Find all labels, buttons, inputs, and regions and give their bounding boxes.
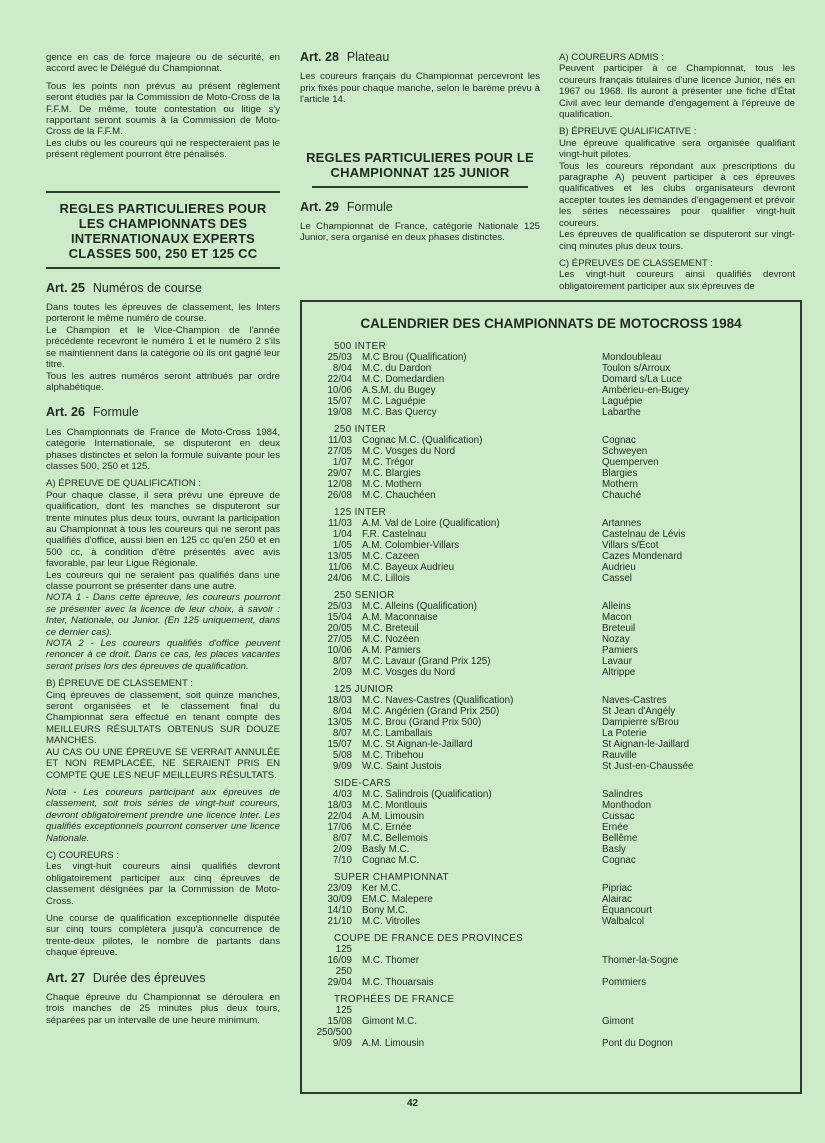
subheading: C) ÉPREUVES DE CLASSEMENT : — [559, 257, 713, 269]
event-club: M.C. Mothern — [362, 479, 422, 490]
event-place: Cussac — [602, 811, 635, 822]
calendar-row — [302, 905, 800, 916]
calendar-category: 250 INTER — [334, 424, 387, 435]
calendar-row — [302, 623, 800, 634]
calendar-row — [302, 479, 800, 490]
event-date: 10/06 — [327, 385, 352, 396]
intro-paragraph: Tous les points non prévus au présent règlement seront étudiés par la Commission de Moto-Cross de la F.F.M. De même, toute contestation ou litige s'y rapportant seront soumis à la Commission de Moto-Cross de la F.F.M. — [46, 80, 280, 138]
calendar-row — [302, 490, 800, 501]
note: NOTA 2 - Les coureurs qualifiés d'office peuvent renoncer à ce droit. Dans ce cas, les places vacantes seront prises lors des épreuves de qualification. — [46, 638, 280, 672]
calendar-row — [302, 916, 800, 927]
event-place: Ambérieu-en-Bugey — [602, 385, 690, 396]
event-place: Macon — [602, 612, 632, 623]
event-place — [602, 966, 792, 977]
calendar-row — [302, 1005, 800, 1016]
article-26-heading — [46, 407, 280, 418]
event-place: Cazes Mondenard — [602, 551, 683, 562]
article-title: Numéros de course — [92, 280, 202, 295]
event-club: M.C. Blargies — [362, 468, 421, 479]
paragraph: Les coureurs qui ne seraient pas qualifiés dans une classe pourront se présenter dans une autre. — [46, 569, 280, 592]
event-club: M.C. Lillois — [362, 573, 410, 584]
calendar-row — [302, 1027, 800, 1038]
calendar-category: TROPHÉES DE FRANCE — [334, 994, 455, 1005]
event-date: 9/09 — [332, 761, 352, 772]
event-date: 250 — [335, 966, 352, 977]
event-date: 20/05 — [327, 623, 352, 634]
event-place: Pamiers — [602, 645, 638, 656]
event-place: Bellême — [602, 833, 638, 844]
calendar-category: SIDE-CARS — [334, 778, 391, 789]
event-club: M.C. Tribehou — [362, 750, 424, 761]
event-place: St Aignan-le-Jaillard — [602, 739, 690, 750]
calendar-body — [302, 341, 800, 1049]
paragraph: Les épreuves de qualification se disputeront sur vingt-cinq minutes plus deux tours. — [559, 229, 795, 252]
article-title: Durée des épreuves — [92, 970, 206, 985]
event-place: Mothern — [602, 479, 638, 490]
event-club — [362, 1005, 602, 1016]
article-number: Art. 26 — [46, 405, 85, 420]
subheading: A) ÉPREUVE DE QUALIFICATION : — [46, 478, 201, 490]
event-date: 1/05 — [332, 540, 352, 551]
event-club — [362, 1027, 602, 1038]
event-club: M.C. Naves-Castres (Qualification) — [362, 695, 514, 706]
calendar-row — [302, 750, 800, 761]
event-date: 23/09 — [327, 883, 352, 894]
event-club: A.M. Colombier-Villars — [362, 540, 460, 551]
paragraph: Les coureurs français du Championnat percevront les prix fixés pour chaque manche, selon le barème prévu à l'article 14. — [300, 71, 540, 106]
intro-paragraph: Les clubs ou les coureurs qui ne respecteraient pas le présent règlement pourront être pénalisés. — [46, 137, 280, 161]
calendar-row — [302, 717, 800, 728]
event-place: Pont du Dognon — [602, 1038, 673, 1049]
event-club: Basly M.C. — [362, 844, 410, 855]
paragraph: Cinq épreuves de classement, soit quinze manches, seront organisées et le classement final du Championnat sera effectué en tenant compte des MEILLEURS RÉSULTATS OBTENUS SUR DOUZE MANCHES. — [46, 689, 280, 747]
event-club: M.C. Vosges du Nord — [362, 667, 456, 678]
calendar-row — [302, 695, 800, 706]
event-date: 125 — [335, 944, 352, 955]
calendar-category: 125 INTER — [334, 507, 387, 518]
calendar-row — [302, 374, 800, 385]
event-place: Quemperven — [602, 457, 659, 468]
event-club: M.C. Alleins (Qualification) — [362, 601, 477, 612]
event-date: 27/05 — [327, 634, 352, 645]
calendar-row — [302, 811, 800, 822]
event-date: 4/03 — [332, 789, 352, 800]
calendar-row — [302, 955, 800, 966]
divider — [46, 191, 280, 193]
paragraph: Les Championnats de France de Moto-Cross 1984, catégorie Internationale, se disputeront en deux phases distinctes et selon la formule suivante pour les classes 500, 250 et 125. — [46, 426, 280, 472]
event-club: Cognac M.C. — [362, 855, 420, 866]
divider — [312, 186, 528, 188]
article-number: Art. 27 — [46, 970, 85, 985]
event-club — [362, 944, 602, 955]
article-29-heading — [300, 199, 540, 214]
event-club: M.C. Brou (Grand Prix 500) — [362, 717, 482, 728]
event-club: M.C. Montlouis — [362, 800, 428, 811]
event-club: Cognac M.C. (Qualification) — [362, 435, 483, 446]
article-title: Formule — [92, 405, 139, 420]
calendar-row — [302, 363, 800, 374]
event-place: Monthodon — [602, 800, 652, 811]
calendar-row — [302, 883, 800, 894]
event-date: 250/500 — [316, 1027, 352, 1038]
note: Nota - Les coureurs participant aux épreuves de classement, soit trois séries de vingt-huit coureurs, devront obligatoirement prendre une licence Inter. Les qualifiés exceptionnels pourront conserver une licence Nationale. — [46, 786, 280, 844]
calendar-row — [302, 1016, 800, 1027]
event-club: M.C. du Dardon — [362, 363, 432, 374]
event-date: 15/04 — [327, 612, 352, 623]
calendar-row — [302, 977, 800, 988]
page-number: 42 — [406, 1098, 419, 1109]
calendar-row — [302, 966, 800, 977]
calendar-row — [302, 822, 800, 833]
calendar-row — [302, 435, 800, 446]
event-date: 8/04 — [332, 706, 352, 717]
event-club — [362, 966, 602, 977]
calendar-row — [302, 601, 800, 612]
event-place: Mondoubleau — [602, 352, 662, 363]
event-place: Basly — [602, 844, 626, 855]
event-place: Laguépie — [602, 396, 643, 407]
event-club: Bony M.C. — [362, 905, 408, 916]
event-club: Ker M.C. — [362, 883, 401, 894]
event-date: 18/03 — [327, 800, 352, 811]
calendar-row — [302, 529, 800, 540]
event-place: Dampierre s/Brou — [602, 717, 679, 728]
event-date: 30/09 — [327, 894, 352, 905]
calendar-category: 250 SENIOR — [334, 590, 395, 601]
event-club: M.C. Vitrolles — [362, 916, 421, 927]
paragraph: Une course de qualification exceptionnelle disputée sur cinq tours complètera jusqu'à concurrence de trente-deux pilotes, le nombre de partants dans chaque épreuve. — [46, 912, 280, 959]
calendar-category: 500 INTER — [334, 341, 387, 352]
event-date: 19/08 — [327, 407, 352, 418]
section-title-junior: REGLES PARTICULIERES POUR LE CHAMPIONNAT 125 JUNIOR — [306, 149, 534, 180]
event-date: 22/04 — [327, 374, 352, 385]
calendar-row — [302, 352, 800, 363]
event-date: 24/06 — [327, 573, 352, 584]
subheading: B) ÉPREUVE QUALIFICATIVE : — [559, 126, 697, 138]
calendar-row — [302, 656, 800, 667]
event-date: 29/07 — [327, 468, 352, 479]
event-place: Artannes — [602, 518, 642, 529]
event-place: Alleins — [602, 601, 631, 612]
event-date: 27/05 — [327, 446, 352, 457]
event-date: 29/04 — [327, 977, 352, 988]
calendar-row — [302, 761, 800, 772]
calendar-row — [302, 396, 800, 407]
paragraph: Dans toutes les épreuves de classement, les Inters porteront le même numéro de course. — [46, 302, 280, 325]
note: NOTA 1 - Dans cette épreuve, les coureurs pourront se présenter avec la licence de leur choix, à savoir : Inter, Nationale, ou Junior. (En 125 uniquement, dans ce dernier cas). — [46, 592, 280, 638]
event-date: 17/06 — [327, 822, 352, 833]
paragraph: Pour chaque classe, il sera prévu une épreuve de qualification, dont les manches se disputeront sur trente minutes plus deux tours, ouvrant la participation au Championnat à tous les coureurs qui ne seront pas qualifiés d'office, aussi bien en 125 cc qu'en 250 et en 500 cc, à condition d'être présentés avec avis favorable, par leur Ligue Régionale. — [46, 489, 280, 570]
calendar-row — [302, 789, 800, 800]
event-club: M.C. Lamballais — [362, 728, 433, 739]
calendar-row — [302, 540, 800, 551]
event-club: A.M. Maconnaise — [362, 612, 438, 623]
calendar-row — [302, 706, 800, 717]
event-club: M.C. Laguépie — [362, 396, 426, 407]
paragraph: Le Championnat de France, catégorie Nationale 125 Junior, sera organisé en deux phases distinctes. — [300, 221, 540, 244]
event-date: 15/07 — [327, 396, 352, 407]
event-date: 2/09 — [332, 667, 352, 678]
event-club: M.C. Salindrois (Qualification) — [362, 789, 492, 800]
calendar-row — [302, 855, 800, 866]
event-place: Lavaur — [602, 656, 632, 667]
event-date: 25/03 — [327, 601, 352, 612]
event-place: Ernée — [602, 822, 629, 833]
event-date: 11/06 — [328, 562, 352, 573]
calendar-category: SUPER CHAMPIONNAT — [334, 872, 449, 883]
subheading: A) COUREURS ADMIS : — [559, 52, 665, 63]
event-place: Labarthe — [602, 407, 641, 418]
event-date: 16/09 — [327, 955, 352, 966]
calendar-row — [302, 407, 800, 418]
event-date: 5/08 — [332, 750, 352, 761]
article-27-heading — [46, 970, 280, 985]
event-place: Gimont — [602, 1016, 634, 1027]
event-place: Toulon s/Arroux — [602, 363, 671, 374]
calendar-title: CALENDRIER DES CHAMPIONNATS DE MOTOCROSS 1984 — [360, 316, 742, 331]
event-date: 25/03 — [327, 352, 352, 363]
paragraph: Chaque épreuve du Championnat se déroulera en trois manches de 25 minutes plus deux tours, séparées par un intervalle de une heure minimum. — [46, 992, 280, 1026]
event-club: M.C. Trégor — [362, 457, 414, 468]
calendar-row — [302, 385, 800, 396]
event-place: Nozay — [602, 634, 630, 645]
event-place: Domard s/La Luce — [602, 374, 683, 385]
event-date: 11/03 — [328, 435, 352, 446]
article-number: Art. 29 — [300, 199, 339, 214]
section-title-inter: REGLES PARTICULIERES POUR LES CHAMPIONNATS DES INTERNATIONAUX EXPERTS CLASSES 500, 250 ET 125 CC — [59, 200, 267, 261]
calendar-row — [302, 518, 800, 529]
event-place — [602, 1005, 792, 1016]
event-club: M.C. Thomer — [362, 955, 419, 966]
calendar-row — [302, 634, 800, 645]
event-date: 10/06 — [327, 645, 352, 656]
event-place: Pipriac — [602, 883, 632, 894]
event-date: 1/04 — [332, 529, 352, 540]
event-club: M.C. Bayeux Audrieu — [362, 562, 455, 573]
event-date: 8/07 — [332, 656, 352, 667]
calendar-row — [302, 894, 800, 905]
article-title: Plateau — [346, 50, 390, 64]
event-date: 7/10 — [332, 855, 352, 866]
event-club: M.C Brou (Qualification) — [362, 352, 467, 363]
event-date: 14/10 — [327, 905, 352, 916]
event-place: Schweyen — [602, 446, 648, 457]
event-club: A.M. Limousin — [362, 1038, 425, 1049]
event-club: M.C. Thouarsais — [362, 977, 434, 988]
calendar-row — [302, 446, 800, 457]
event-date: 8/07 — [332, 728, 352, 739]
calendar-row — [302, 645, 800, 656]
calendar-row — [302, 844, 800, 855]
event-date: 12/08 — [327, 479, 352, 490]
event-club: A.S.M. du Bugey — [362, 385, 436, 396]
event-club: M.C. Chauchéen — [362, 490, 436, 501]
event-place — [602, 1027, 792, 1038]
event-place: Cognac — [602, 855, 636, 866]
event-club: M.C. St Aignan-le-Jaillard — [362, 739, 473, 750]
event-club: W.C. Saint Justois — [362, 761, 442, 772]
event-place: Altrippe — [602, 667, 636, 678]
event-club: M.C. Bellemois — [362, 833, 428, 844]
paragraph: Tous les coureurs répondant aux prescriptions du paragraphe A) peuvent participer à ces épreuves qualificatives et les clubs organisateurs devront accepter toutes les demandes d'engagement et prévoir les séries nécessaires pour qualifier vingt-huit coureurs. — [559, 160, 795, 229]
event-place: Rauville — [602, 750, 637, 761]
calendar-row — [302, 667, 800, 678]
event-date: 26/08 — [327, 490, 352, 501]
event-place: Blargies — [602, 468, 638, 479]
paragraph: Le Champion et le Vice-Champion de l'année précédente recevront le numéro 1 et le numéro 2 s'ils se maintiennent dans la catégorie où ils ont gagné leur titre. — [46, 324, 280, 371]
event-place: Breteuil — [602, 623, 636, 634]
event-club: A.M. Limousin — [362, 811, 425, 822]
calendar-box — [300, 300, 802, 1094]
event-date: 2/09 — [332, 844, 352, 855]
calendar-row — [302, 800, 800, 811]
event-place: Villars s/Écot — [602, 540, 659, 551]
calendar-row — [302, 728, 800, 739]
event-place: Castelnau de Lévis — [602, 529, 686, 540]
event-club: M.C. Vosges du Nord — [362, 446, 456, 457]
event-date: 1/07 — [332, 457, 352, 468]
middle-column — [300, 52, 540, 250]
divider — [46, 267, 280, 269]
paragraph: Les vingt-huit coureurs ainsi qualifiés devront obligatoirement participer aux six épreuves de — [559, 269, 795, 292]
event-place: Naves-Castres — [602, 695, 667, 706]
event-club: M.C. Breteuil — [362, 623, 419, 634]
event-date: 13/05 — [327, 551, 352, 562]
event-date: 15/08 — [327, 1016, 352, 1027]
event-place: Salindres — [602, 789, 643, 800]
intro-paragraph: gence en cas de force majeure ou de sécurité, en accord avec le Délégué du Championnat. — [46, 52, 280, 75]
right-column — [559, 52, 795, 298]
event-place: Pommiers — [602, 977, 647, 988]
paragraph: AU CAS OU UNE ÉPREUVE SE VERRAIT ANNULÉE ET NON REMPLACÉE, NE SERAIENT PRIS EN COMPTE QUE LES NEUF MEILLEURS RÉSULTATS. — [46, 746, 280, 781]
calendar-row — [302, 457, 800, 468]
event-club: Gimont M.C. — [362, 1016, 417, 1027]
article-number: Art. 28 — [300, 50, 339, 64]
event-place: Équancourt — [602, 905, 653, 916]
event-club: A.M. Pamiers — [362, 645, 421, 656]
event-place — [602, 944, 792, 955]
calendar-row — [302, 551, 800, 562]
event-date: 18/03 — [327, 695, 352, 706]
event-club: M.C. Nozéen — [362, 634, 420, 645]
event-place: Chauché — [602, 490, 642, 501]
calendar-row — [302, 573, 800, 584]
left-column — [46, 52, 280, 1032]
calendar-row — [302, 944, 800, 955]
event-club: M.C. Domedardien — [362, 374, 445, 385]
event-date: 11/03 — [328, 518, 352, 529]
calendar-row — [302, 833, 800, 844]
event-club: A.M. Val de Loire (Qualification) — [362, 518, 500, 529]
event-date: 13/05 — [327, 717, 352, 728]
event-club: EM.C. Malepere — [362, 894, 433, 905]
event-club: M.C. Cazeen — [362, 551, 420, 562]
event-club: F.R. Castelnau — [362, 529, 427, 540]
paragraph: Peuvent participer à ce Championnat, tous les coureurs français titulaires d'une licence Junior, nés en 1967 ou 1968. Ils auront à présenter une fiche d'État Civil avec leur demande d'engagement à l'épreuve de qualification. — [559, 63, 795, 121]
event-place: Walbalcol — [602, 916, 645, 927]
event-place: La Poterie — [602, 728, 647, 739]
calendar-row — [302, 739, 800, 750]
calendar-category: 125 JUNIOR — [334, 684, 394, 695]
event-date: 8/04 — [332, 363, 352, 374]
event-club: M.C. Ernée — [362, 822, 412, 833]
calendar-row — [302, 612, 800, 623]
event-date: 125 — [335, 1005, 352, 1016]
calendar-row — [302, 468, 800, 479]
subheading: C) COUREURS : — [46, 849, 120, 861]
event-date: 9/09 — [332, 1038, 352, 1049]
calendar-row — [302, 1038, 800, 1049]
event-club: M.C. Lavaur (Grand Prix 125) — [362, 656, 491, 667]
event-place: Thomer-la-Sogne — [602, 955, 679, 966]
event-place: Audrieu — [602, 562, 636, 573]
article-25-heading — [46, 280, 280, 295]
article-number: Art. 25 — [46, 280, 85, 295]
subheading: B) ÉPREUVE DE CLASSEMENT : — [46, 678, 193, 690]
event-date: 15/07 — [327, 739, 352, 750]
paragraph: Tous les autres numéros seront attribués par ordre alphabétique. — [46, 370, 280, 393]
calendar-category: COUPE DE FRANCE DES PROVINCES — [334, 933, 524, 944]
paragraph: Une épreuve qualificative sera organisée qualifiant vingt-huit pilotes. — [559, 137, 795, 161]
paragraph: Les vingt-huit coureurs ainsi qualifiés devront obligatoirement participer aux cinq épreuves de classement désignées par la Commission de Moto-Cross. — [46, 861, 280, 907]
event-place: Alairac — [602, 894, 632, 905]
event-date: 21/10 — [327, 916, 352, 927]
calendar-row — [302, 562, 800, 573]
event-place: Cognac — [602, 435, 636, 446]
event-date: 8/07 — [332, 833, 352, 844]
event-club: M.C. Angérien (Grand Prix 250) — [362, 706, 500, 717]
event-club: M.C. Bas Quercy — [362, 407, 437, 418]
article-title: Formule — [346, 199, 393, 214]
event-place: Cassel — [602, 573, 632, 584]
event-place: St Jean d'Angély — [602, 706, 676, 717]
article-28-heading — [300, 52, 540, 63]
event-place: St Just-en-Chaussée — [602, 761, 694, 772]
event-date: 22/04 — [327, 811, 352, 822]
